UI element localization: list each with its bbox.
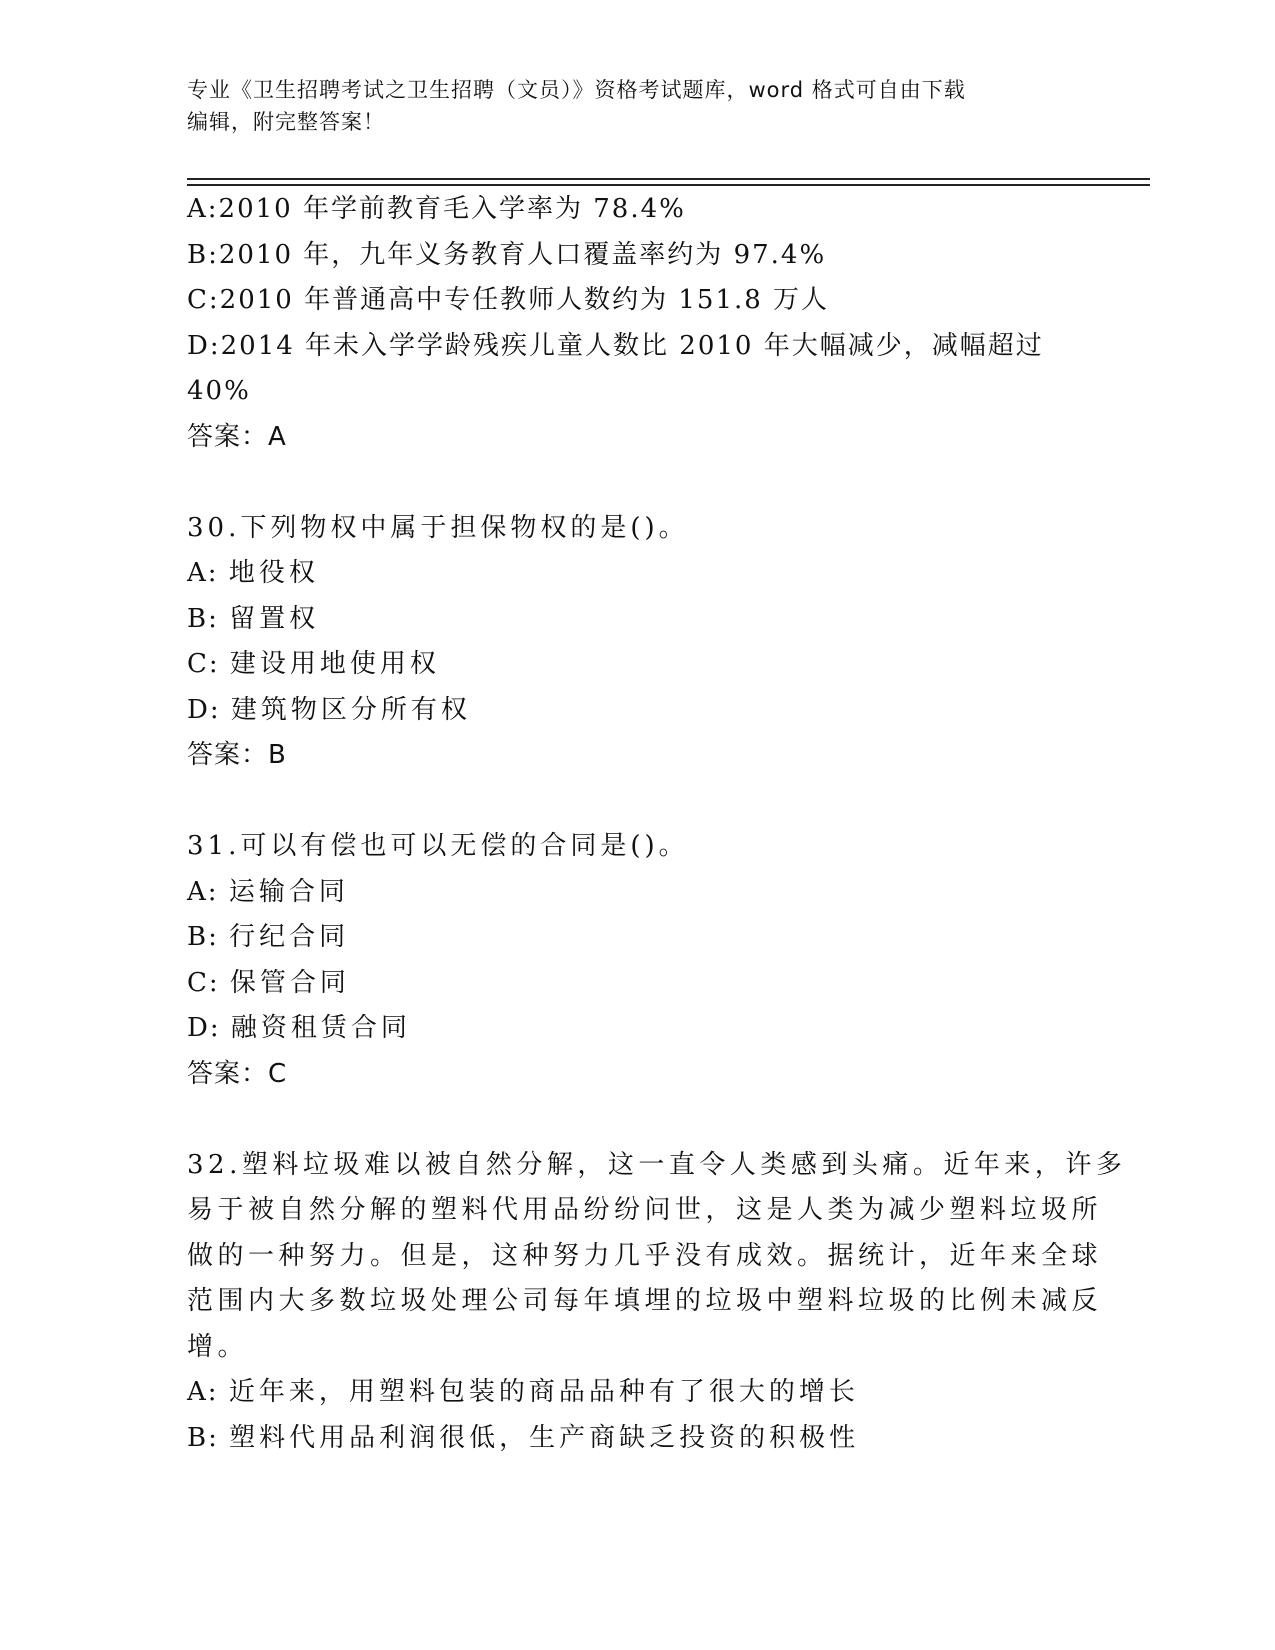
- option-d: D:2014 年未入学学龄残疾儿童人数比 2010 年大幅减少，减幅超过: [187, 330, 1044, 361]
- option-b: B: 塑料代用品利润很低，生产商缺乏投资的积极性: [187, 1422, 860, 1453]
- option-c: C: 保管合同: [187, 967, 350, 998]
- question-text: 31.可以有偿也可以无偿的合同是()。: [187, 831, 689, 861]
- question-block-32: [187, 1143, 1127, 1462]
- answer-line: 答案：B: [187, 740, 287, 770]
- header-line-1: 专业《卫生招聘考试之卫生招聘（文员）》资格考试题库，word 格式可自由下载: [187, 78, 966, 102]
- header-line-2: 编辑，附完整答案！: [187, 110, 385, 134]
- question-text-line: 增。: [187, 1331, 249, 1362]
- option-a: A: 近年来，用塑料包装的商品品种有了很大的增长: [187, 1377, 859, 1407]
- option-d: D: 融资租赁合同: [187, 1013, 411, 1043]
- question-block-prev: [187, 187, 1087, 460]
- answer-line: 答案：A: [187, 421, 287, 452]
- option-c: C: 建设用地使用权: [187, 649, 440, 679]
- option-a: A: 地役权: [187, 558, 319, 588]
- option-d: D: 建筑物区分所有权: [187, 694, 471, 725]
- question-text: 30.下列物权中属于担保物权的是()。: [187, 512, 689, 543]
- header-divider-top: [187, 178, 1150, 180]
- spacer: [187, 460, 1087, 506]
- option-a: A:2010 年学前教育毛入学率为 78.4%: [187, 194, 686, 224]
- option-b: B: 留置权: [187, 603, 320, 634]
- question-block-30: [187, 506, 1087, 779]
- spacer: [187, 1097, 1087, 1143]
- answer-line: 答案：C: [187, 1058, 288, 1089]
- option-b: B:2010 年，九年义务教育人口覆盖率约为 97.4%: [187, 239, 827, 270]
- option-b: B: 行纪合同: [187, 922, 350, 952]
- question-text-line: 做的一种努力。但是，这种努力几乎没有成效。据统计，近年来全球: [187, 1240, 1103, 1271]
- header-divider-bottom: [187, 184, 1150, 186]
- document-body: [187, 187, 1127, 1461]
- question-text-line: 范围内大多数垃圾处理公司每年填埋的垃圾中塑料垃圾的比例未减反: [187, 1286, 1103, 1316]
- question-block-31: [187, 824, 1087, 1097]
- document-header: [187, 74, 1087, 138]
- spacer: [187, 779, 1087, 825]
- option-d-continuation: 40%: [187, 376, 251, 406]
- question-text-line: 32.塑料垃圾难以被自然分解，这一直令人类感到头痛。近年来，许多: [187, 1149, 1127, 1180]
- question-text-line: 易于被自然分解的塑料代用品纷纷问世，这是人类为减少塑料垃圾所: [187, 1195, 1103, 1225]
- option-a: A: 运输合同: [187, 876, 349, 907]
- option-c: C:2010 年普通高中专任教师人数约为 151.8 万人: [187, 285, 830, 315]
